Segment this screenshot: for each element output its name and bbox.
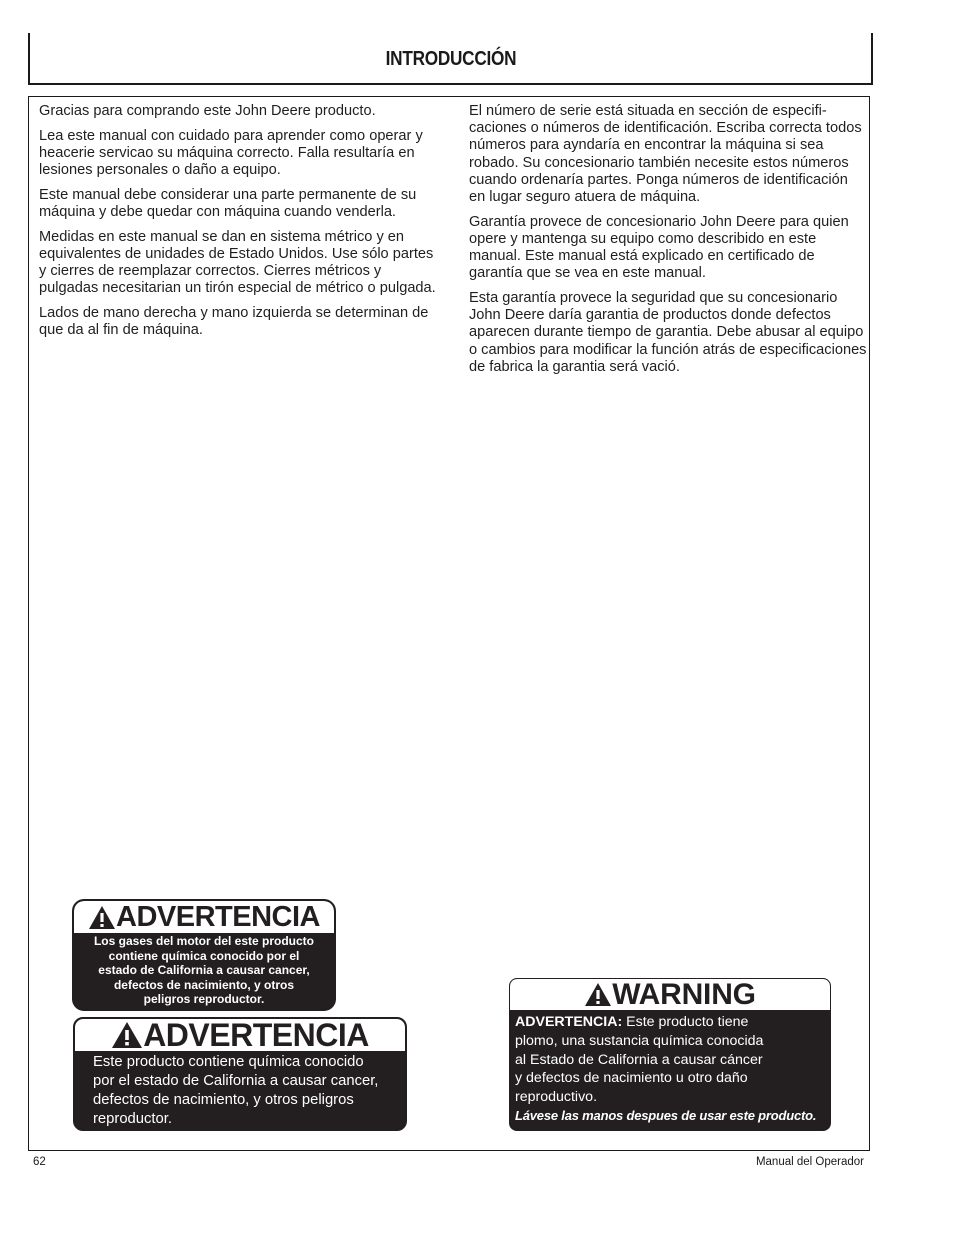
manual-name: Manual del Operador bbox=[755, 1156, 864, 1168]
warning-label-heading: ADVERTENCIA bbox=[74, 901, 334, 933]
warning-triangle-icon bbox=[584, 982, 612, 1007]
warning-triangle-icon bbox=[111, 1021, 143, 1049]
warning-label-text: ADVERTENCIA: Este producto tiene plomo, una sustancia química conocida al Estado de California a causar cáncer y defectos de nacimiento u otro daño reproductivo. Lávese las manos despues de usar este producto. bbox=[510, 1010, 830, 1126]
warning-label-lead bbox=[509, 978, 831, 1131]
warning-triangle-icon bbox=[88, 905, 116, 930]
warning-label-heading: ADVERTENCIA bbox=[75, 1019, 405, 1051]
warning-label-text: Este producto contiene química conocido por el estado de California a causar cancer, defectos de nacimiento, y otros peligros reproductor. bbox=[93, 1054, 379, 1127]
left-column bbox=[39, 103, 439, 347]
right-column bbox=[469, 103, 867, 384]
handwash-instruction: Lávese las manos despues de usar este producto. bbox=[515, 1107, 817, 1123]
paragraph: Lados de mano derecha y mano izquierda se determinan de que da al fin de máquina. bbox=[39, 305, 429, 339]
warning-label-text: Los gases del motor del este producto contiene química conocido por el estado de California a causar cancer, defectos de nacimiento, y otros peligros reproductor. bbox=[93, 934, 315, 1007]
paragraph: Gracias para comprando este John Deere producto. bbox=[39, 103, 376, 119]
warning-label-heading: WARNING bbox=[510, 979, 830, 1010]
page-number: 62 bbox=[33, 1156, 46, 1168]
paragraph: Medidas en este manual se dan en sistema métrico y en equivalentes de unidades de Estado Unidos. Use sólo partes y cierres de reemplazar correctos. Cierres métricos y pulgadas necesitarian un tirón especial de métrico o pulgada. bbox=[39, 228, 436, 297]
warning-label-product-chemicals bbox=[73, 1017, 407, 1131]
paragraph: Garantía provece de concesionario John Deere para quien opere y mantenga su equipo como describido en este manual. Este manual está explicado en certificado de garantía que se vea en este manual. bbox=[469, 213, 849, 282]
paragraph: Este manual debe considerar una parte permanente de su máquina y debe quedar con máquina cuando venderla. bbox=[39, 186, 417, 221]
warning-label-engine-exhaust bbox=[72, 899, 336, 1011]
section-header bbox=[28, 33, 873, 85]
paragraph: Lea este manual con cuidado para aprender como operar y heacerie servicao su máquina correcto. Falla resultaría en lesiones personales o daño a equipo. bbox=[39, 127, 423, 179]
paragraph: El número de serie está situada en sección de especificaciones o números de identificación. Escriba correcta todos números para ayndaría en encontrar la máquina si sea robado. Su concesionario también necesite estos números cuando ordenaría partes. Ponga números de identificación en lugar seguro atuera de máquina. bbox=[469, 103, 862, 206]
paragraph: Esta garantía provece la seguridad que su concesionario John Deere daría garantia de productos donde defectos aparecen durante tiempo de garantia. Debe abusar al equipo o cambios para modificar la función atrás de especificaciones de fabrica la garantia será vació. bbox=[469, 290, 867, 375]
page-title: INTRODUCCIÓN bbox=[385, 47, 516, 70]
